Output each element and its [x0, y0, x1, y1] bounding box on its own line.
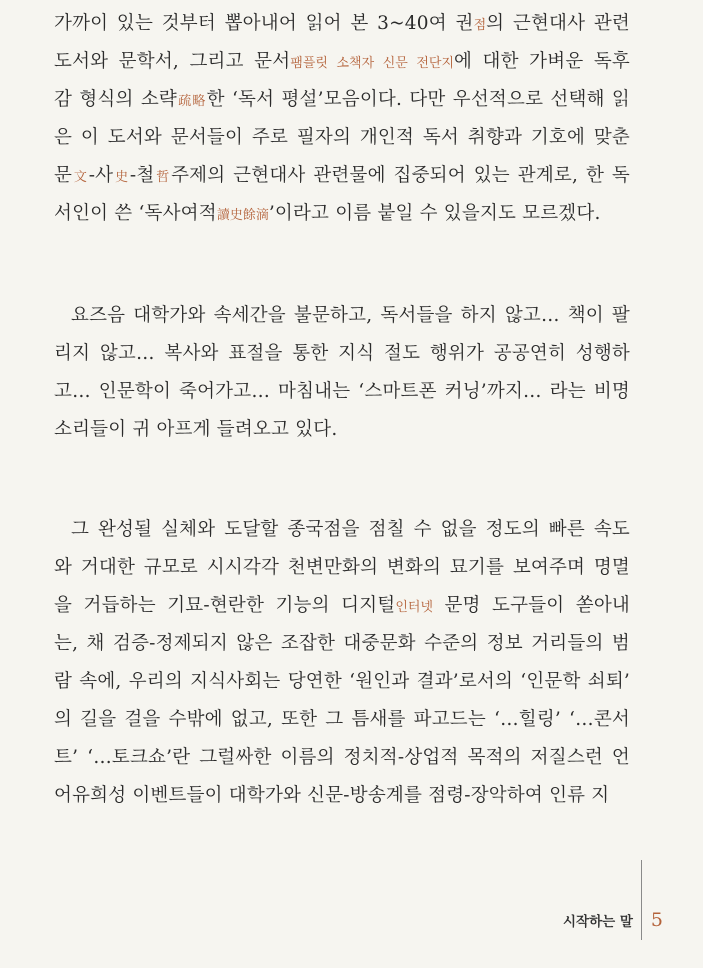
text-line: [54, 157, 630, 195]
text-line: [54, 373, 630, 411]
paragraph-1: [54, 5, 630, 233]
text-line: [54, 335, 630, 373]
text-segment: 주제의 근현대사 관련물에 집중되어 있는 관계로, 한 독: [171, 165, 630, 186]
text-segment: 어유희성 이벤트들이 대학가와 신문-방송계를 점령-장악하여 인류 지: [54, 785, 610, 806]
text-line: [54, 81, 630, 119]
text-segment: 람 속에, 우리의 지식사회는 당연한 ‘원인과 결과’로서의 ‘인문학 쇠퇴’: [54, 671, 630, 692]
paragraph-2: [54, 297, 630, 449]
text-segment: 문: [54, 165, 73, 186]
running-footer-title: 시작하는 말: [563, 914, 633, 930]
text-line: [54, 663, 630, 701]
text-line: [54, 195, 630, 233]
text-line: [54, 119, 630, 157]
text-line: [54, 43, 630, 81]
text-segment: 도서와 문학서, 그리고 문서: [54, 51, 291, 72]
text-segment: ’이라고 이름 붙일 수 있을지도 모르겠다.: [268, 203, 601, 224]
page-number: 5: [650, 909, 663, 931]
text-line: [54, 701, 630, 739]
text-line: [54, 5, 630, 43]
text-line: [54, 739, 630, 777]
inline-annotation: 팸플릿 소책자 신문 전단지: [290, 56, 455, 71]
text-segment: 을 거듭하는 기묘-현란한 기능의 디지털: [54, 595, 396, 616]
text-line: [54, 511, 630, 549]
text-segment: 의 근현대사 관련: [486, 13, 630, 34]
inline-annotation: 讀史餘滴: [216, 208, 269, 223]
text-segment: 요즈음 대학가와 속세간을 불문하고, 독서들을 하지 않고… 책이 팔: [71, 305, 630, 326]
paragraph-3: [54, 511, 630, 815]
footer-divider: [641, 860, 642, 940]
text-segment: 서인이 쓴 ‘독사여적: [54, 203, 217, 224]
text-segment: 는, 채 검증-정제되지 않은 조잡한 대중문화 수준의 정보 거리들의 범: [54, 633, 630, 654]
text-segment: 트’ ‘…토크쇼’란 그럴싸한 이름의 정치적-상업적 목적의 저질스런 언: [54, 747, 630, 768]
text-line: [54, 411, 630, 449]
text-segment: 한 ‘독서 평설’모음이다. 다만 우선적으로 선택해 읽: [206, 89, 630, 110]
inline-annotation: 점: [473, 18, 487, 33]
inline-annotation: 史: [113, 170, 130, 185]
text-segment: 그 완성될 실체와 도달할 종국점을 점칠 수 없을 정도의 빠른 속도: [71, 519, 630, 540]
text-segment: 와 거대한 규모로 시시각각 천변만화의 변화의 묘기를 보여주며 명멸: [54, 557, 630, 578]
text-segment: 감 형식의 소략: [54, 89, 177, 110]
text-line: [54, 549, 630, 587]
text-segment: 의 길을 걸을 수밖에 없고, 또한 그 틈새를 파고드는 ‘…힐링’ ‘…콘서: [54, 709, 630, 730]
text-line: [54, 777, 630, 815]
text-segment: 에 대한 가벼운 독후: [454, 51, 631, 72]
text-line: [54, 625, 630, 663]
text-line: [54, 587, 630, 625]
page-footer: [563, 900, 663, 940]
inline-annotation: 哲: [154, 170, 172, 185]
text-segment: 고… 인문학이 죽어가고… 마침내는 ‘스마트폰 커닝’까지… 라는 비명: [54, 381, 630, 402]
text-segment: 리지 않고… 복사와 표절을 통한 지식 절도 행위가 공공연히 성행하: [54, 343, 630, 364]
inline-annotation: 文: [72, 170, 89, 185]
text-segment: -사: [88, 165, 114, 186]
inline-annotation: 인터넷: [395, 600, 434, 615]
text-line: [54, 297, 630, 335]
text-segment: 소리들이 귀 아프게 들려오고 있다.: [54, 419, 338, 440]
text-segment: 문명 도구들이 쏟아내: [433, 595, 630, 616]
text-segment: -철: [129, 165, 155, 186]
text-segment: 가까이 있는 것부터 뽑아내어 읽어 본 3~40여 권: [54, 13, 474, 34]
text-segment: 은 이 도서와 문서들이 주로 필자의 개인적 독서 취향과 기호에 맞춘: [54, 127, 630, 148]
inline-annotation: 疏略: [177, 94, 207, 109]
